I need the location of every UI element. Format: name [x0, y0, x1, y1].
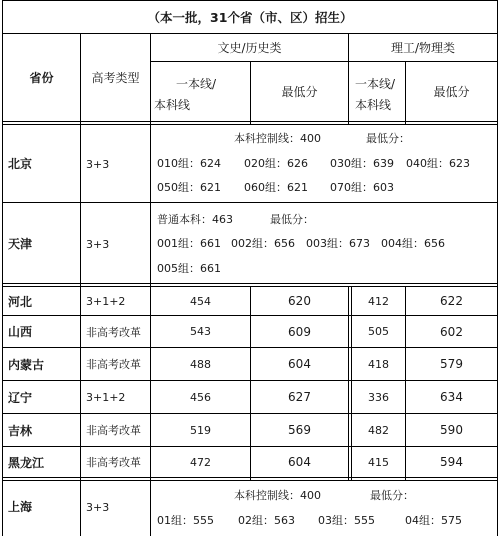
beijing-group: 010组：624: [157, 157, 221, 170]
beijing-group: 020组：626: [244, 157, 308, 170]
table-row-arts-line: 454: [190, 294, 211, 308]
tianjin-exam-type: 3+3: [86, 238, 110, 251]
table-row-sci-line: 505: [368, 325, 389, 338]
table-row-province: 山西: [8, 325, 33, 339]
table-row-sci-min: 590: [440, 423, 463, 437]
shanghai-group: 04组：575: [405, 514, 462, 527]
table-row-sci-line: 412: [368, 294, 389, 308]
shanghai-group: 02组：563: [238, 514, 295, 527]
table-row-sci-min: 594: [440, 455, 463, 469]
table-row-arts-min: 604: [288, 455, 311, 469]
table-row-arts-min: 620: [288, 294, 311, 308]
beijing-control-line: 本科控制线：400: [234, 132, 321, 145]
header-arts-group: 文史/历史类: [217, 41, 282, 55]
table-row-province: 河北: [8, 294, 33, 309]
beijing-province: 北京: [8, 157, 33, 171]
table-row-province: 黑龙江: [8, 455, 45, 470]
table-row-exam-type: 非高考改革: [86, 325, 141, 339]
shanghai-group: 01组：555: [157, 514, 214, 527]
beijing-group: 060组：621: [244, 181, 308, 194]
table-row-exam-type: 非高考改革: [86, 358, 141, 371]
table-row-arts-line: 543: [190, 325, 211, 338]
table-row-sci-min: 634: [440, 390, 463, 404]
header-science-group: 理工/物理类: [390, 41, 456, 55]
tianjin-group: 003组：673: [306, 237, 370, 250]
table-caption: （本一批，31个省（市、区）招生）: [147, 10, 353, 25]
beijing-exam-type: 3+3: [86, 158, 110, 171]
table-row-sci-line: 415: [368, 455, 389, 469]
table-row-arts-line: 456: [190, 390, 211, 404]
table-row-arts-min: 609: [288, 324, 311, 339]
table-row-arts-min: 627: [288, 390, 311, 404]
table-row-province: 辽宁: [8, 390, 33, 405]
header-sci-line-2: 本科线: [355, 98, 392, 112]
table-row-sci-min: 579: [440, 357, 463, 371]
shanghai-province: 上海: [8, 500, 33, 514]
table-row-arts-line: 488: [190, 357, 211, 371]
header-sci-line-1: 一本线/: [355, 77, 396, 91]
tianjin-group: 004组：656: [381, 237, 445, 250]
tianjin-province: 天津: [8, 237, 33, 251]
shanghai-group: 03组：555: [318, 514, 375, 527]
table-row-sci-min: 602: [440, 324, 463, 339]
table-row-sci-min: 622: [440, 294, 463, 308]
beijing-group: 040组：623: [406, 157, 470, 170]
tianjin-group: 005组：661: [157, 262, 221, 275]
header-arts-line-1: 一本线/: [176, 77, 217, 91]
beijing-group: 070组：603: [330, 181, 394, 194]
table-row-exam-type: 3+1+2: [86, 390, 126, 404]
table-row-exam-type: 非高考改革: [86, 424, 141, 437]
shanghai-control-line: 本科控制线：400: [234, 489, 321, 502]
table-row-arts-line: 472: [190, 455, 211, 469]
table-row-exam-type: 3+1+2: [86, 294, 126, 308]
tianjin-group: 002组：656: [231, 237, 295, 250]
header-exam-type: 高考类型: [91, 71, 140, 85]
table-row-sci-line: 482: [368, 423, 389, 437]
table-row-arts-line: 519: [190, 423, 211, 437]
table-row-arts-min: 604: [288, 357, 311, 371]
table-row-province: 吉林: [8, 423, 33, 438]
table-row-province: 内蒙古: [8, 357, 45, 372]
header-arts-line-2: 本科线: [154, 98, 191, 112]
tianjin-control-line: 普通本科：463: [157, 213, 233, 226]
tianjin-min-label: 最低分：: [270, 213, 314, 226]
tianjin-group: 001组：661: [157, 237, 221, 250]
shanghai-min-label: 最低分：: [370, 489, 414, 502]
header-arts-min: 最低分: [281, 85, 318, 99]
shanghai-exam-type: 3+3: [86, 501, 110, 514]
beijing-group: 030组：639: [330, 157, 394, 170]
table-row-exam-type: 非高考改革: [86, 456, 141, 469]
beijing-group: 050组：621: [157, 181, 221, 194]
beijing-min-label: 最低分：: [366, 132, 410, 145]
table-row-sci-line: 336: [368, 390, 389, 404]
header-province: 省份: [29, 71, 54, 85]
header-sci-min: 最低分: [433, 85, 470, 99]
table-row-sci-line: 418: [368, 357, 389, 371]
table-row-arts-min: 569: [288, 423, 311, 437]
